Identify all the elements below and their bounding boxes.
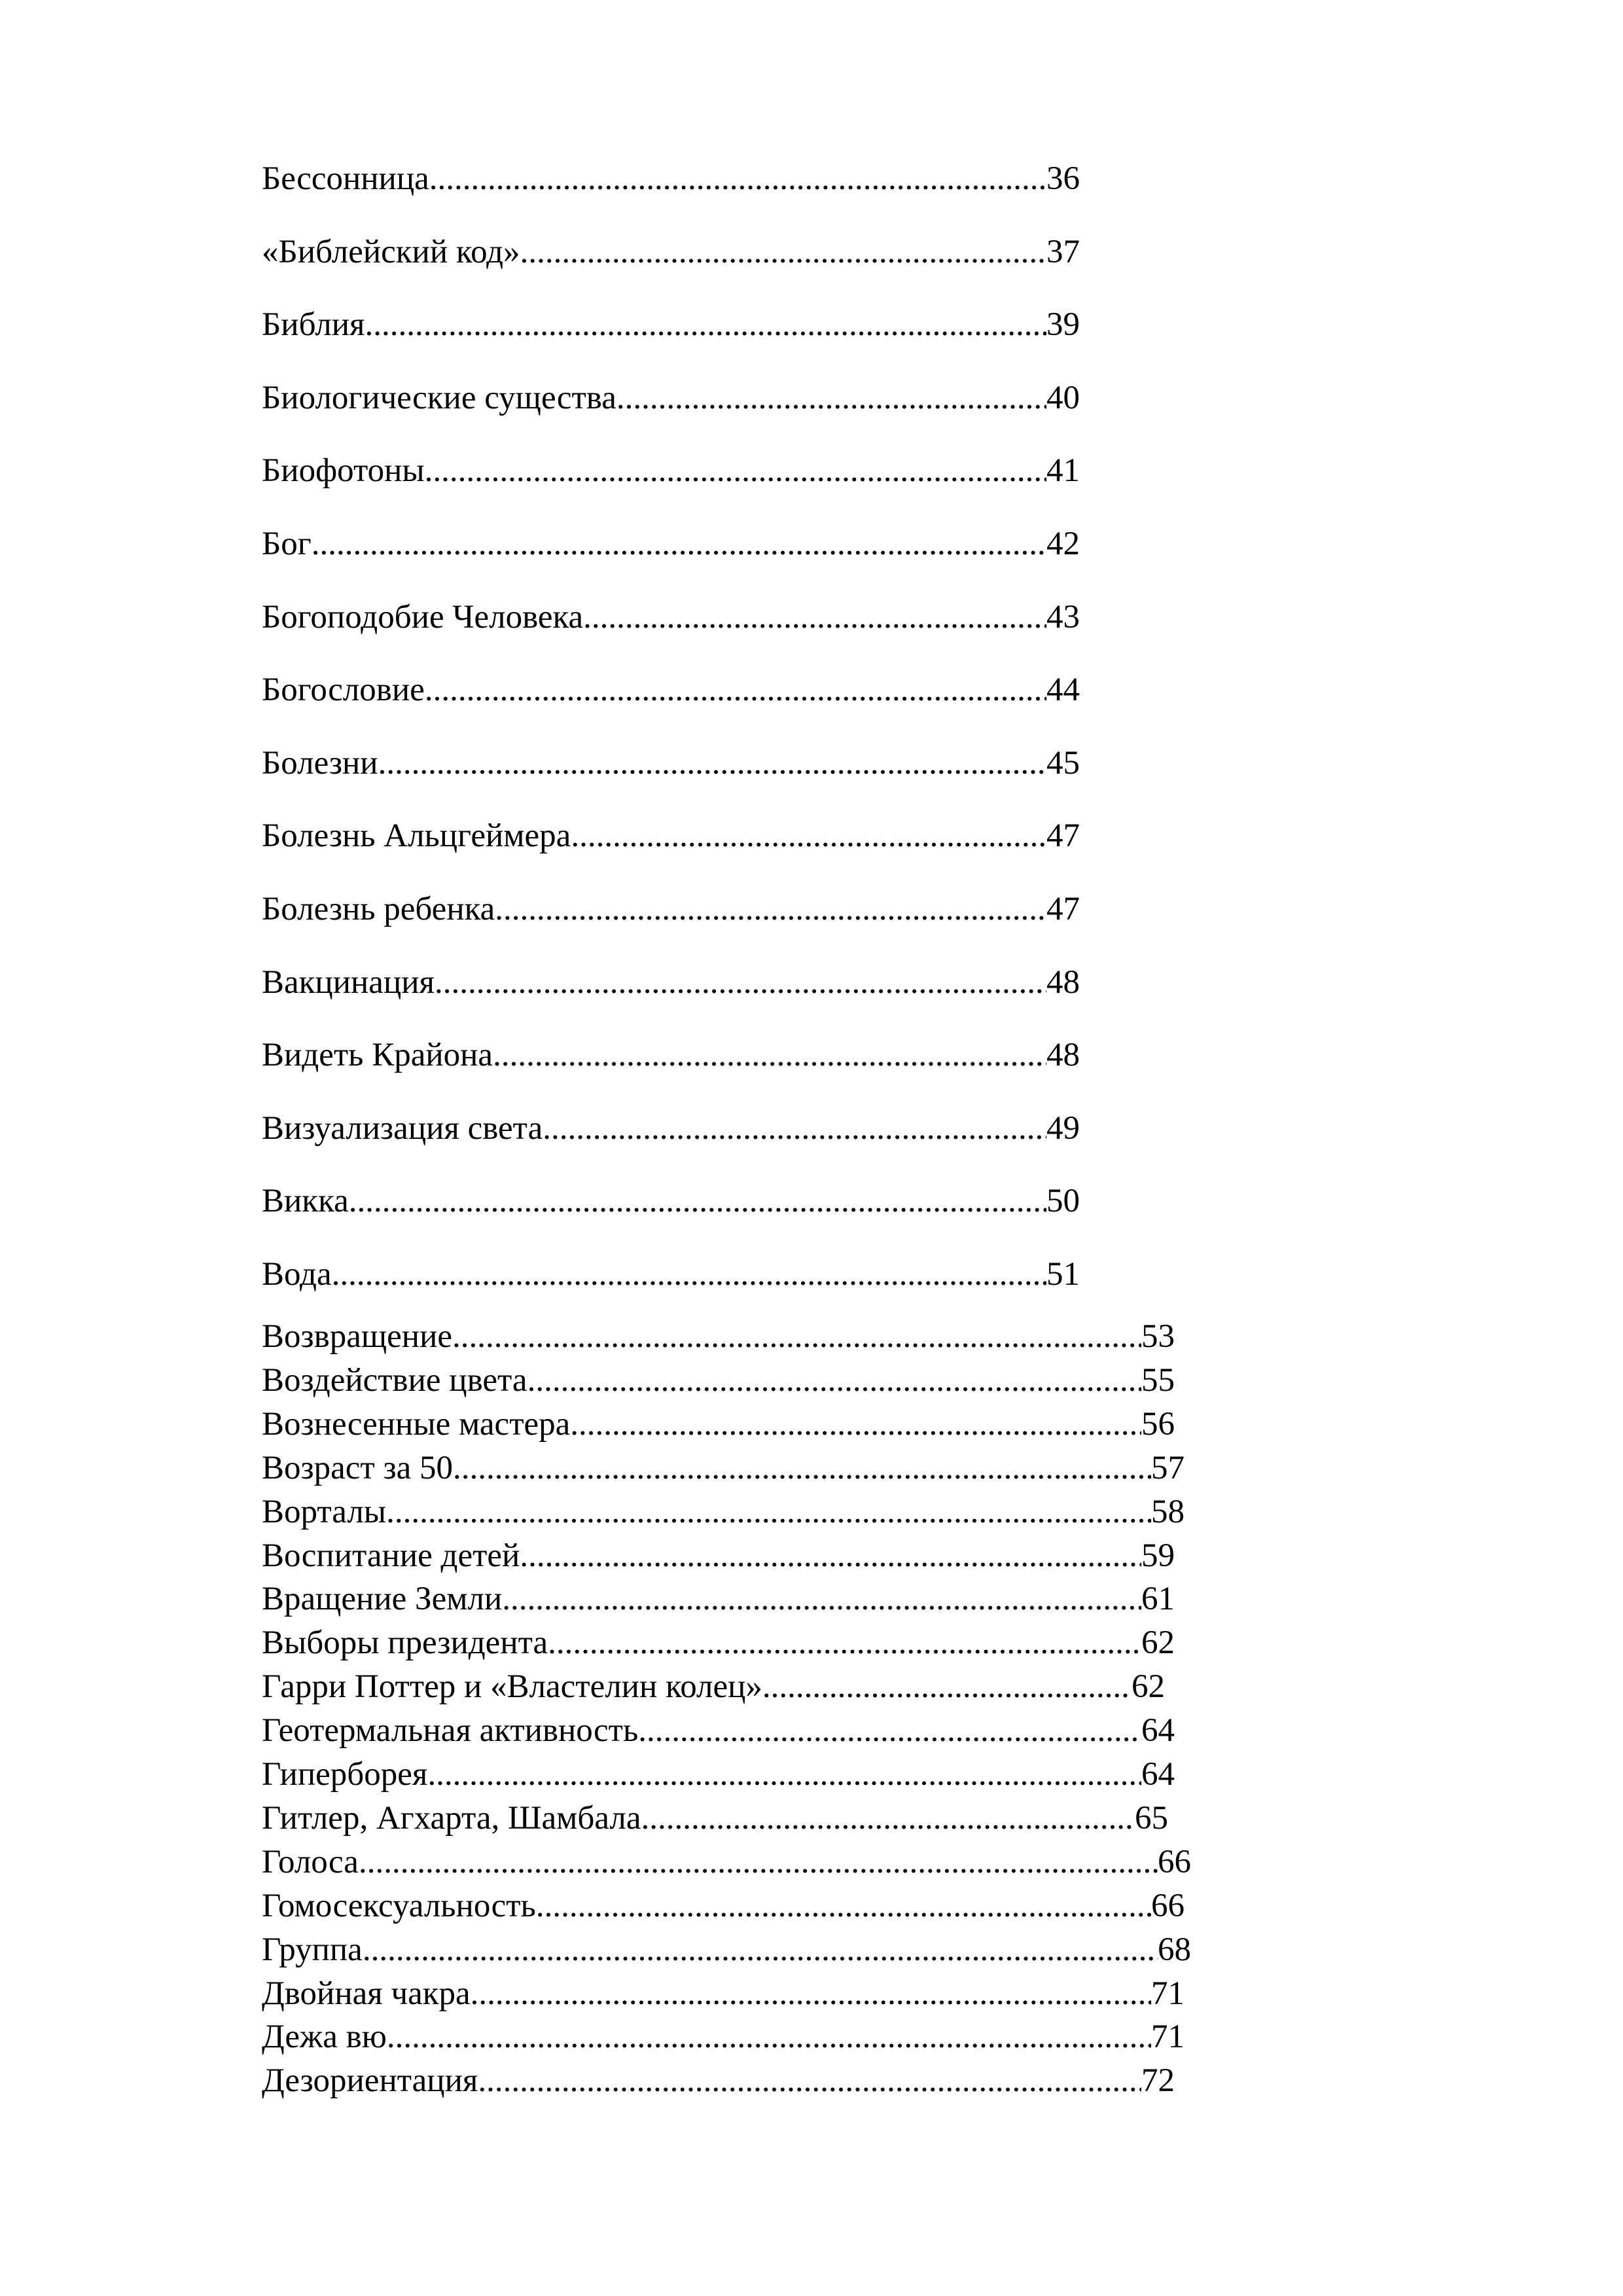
toc-entry: [262, 1977, 1185, 2011]
toc-entry: [262, 1405, 1175, 1443]
toc-dot-leader: [359, 1846, 1158, 1879]
toc-entry: [262, 963, 1080, 1001]
toc-entry-page-number: 41: [1046, 452, 1080, 490]
toc-entry-title: Болезнь Альцгеймера: [262, 817, 571, 855]
toc-entry: [262, 162, 1080, 196]
toc-entry-page-number: 43: [1046, 598, 1080, 636]
toc-entry-title: Дежа вю: [262, 2018, 387, 2056]
toc-entry-title: Голоса: [262, 1843, 359, 1880]
toc-dot-leader: [641, 1802, 1135, 1835]
toc-entry-title: Библия: [262, 306, 365, 344]
toc-dot-leader: [435, 966, 1046, 999]
toc-dot-leader: [471, 1977, 1151, 2011]
toc-entry: [262, 379, 1080, 416]
toc-dot-leader: [425, 454, 1046, 488]
toc-entry: [262, 1799, 1168, 1837]
toc-entry: [262, 1185, 1080, 1218]
toc-entry-page-number: 62: [1141, 1624, 1175, 1662]
toc-entry: [262, 1361, 1175, 1399]
toc-entry: [262, 1583, 1175, 1616]
toc-entry-title: Возраст за 50: [262, 1449, 454, 1486]
toc-dot-leader: [378, 747, 1046, 780]
toc-dot-leader: [332, 1258, 1046, 1291]
toc-entry-page-number: 71: [1151, 2018, 1185, 2056]
toc-entry-page-number: 40: [1046, 379, 1080, 416]
toc-entry-title: Гарри Поттер и «Властелин колец»: [262, 1668, 762, 1706]
toc-entry: [262, 1109, 1080, 1147]
toc-entry-page-number: 58: [1151, 1493, 1185, 1530]
toc-entry-page-number: 50: [1046, 1183, 1080, 1220]
toc-entry-title: Вода: [262, 1256, 332, 1293]
toc-entry-title: Двойная чакра: [262, 1975, 471, 2012]
toc-entry: [262, 528, 1080, 561]
toc-dot-leader: [583, 601, 1046, 634]
toc-dot-leader: [527, 1364, 1141, 1397]
toc-entry-title: Выборы президента: [262, 1624, 548, 1662]
toc-entry-page-number: 51: [1046, 1256, 1080, 1293]
toc-dot-leader: [365, 308, 1046, 342]
toc-entry-page-number: 45: [1046, 744, 1080, 781]
toc-entry: [262, 1626, 1175, 1660]
toc-dot-leader: [502, 1583, 1141, 1616]
toc-dot-leader: [543, 1112, 1046, 1145]
toc-dot-leader: [429, 162, 1046, 196]
toc-entry: [262, 2020, 1185, 2054]
toc-entry-page-number: 57: [1151, 1449, 1185, 1486]
toc-entry: [262, 1039, 1080, 1072]
toc-dot-leader: [478, 2064, 1141, 2098]
toc-dot-leader: [386, 1496, 1151, 1529]
toc-entry-title: Вращение Земли: [262, 1581, 503, 1618]
toc-entry: [262, 819, 1080, 853]
toc-entry-title: Болезни: [262, 744, 378, 781]
toc-entry-page-number: 68: [1158, 1931, 1191, 1968]
toc-entry-title: Бессонница: [262, 160, 429, 197]
toc-entry-page-number: 71: [1151, 1975, 1185, 2012]
toc-entry-page-number: 47: [1046, 891, 1080, 927]
toc-entry: [262, 1670, 1165, 1704]
toc-entry-title: Гитлер, Агхарта, Шамбала: [262, 1799, 641, 1837]
toc-entry: [262, 1320, 1175, 1354]
toc-entry-page-number: 39: [1046, 306, 1080, 344]
toc-entry: [262, 1887, 1185, 1924]
toc-entry-title: Биологические существа: [262, 379, 616, 416]
toc-dot-leader: [571, 819, 1046, 853]
toc-entry: [262, 233, 1080, 270]
toc-entry: [262, 2064, 1175, 2098]
toc-dot-leader: [427, 1758, 1141, 1791]
toc-entry: [262, 1258, 1080, 1291]
toc-entry-page-number: 61: [1141, 1581, 1175, 1618]
toc-entry-title: Гомосексуальность: [262, 1887, 536, 1924]
toc-dot-leader: [570, 1408, 1141, 1441]
toc-entry-page-number: 64: [1141, 1712, 1175, 1749]
toc-entry: [262, 454, 1080, 488]
toc-entry-page-number: 47: [1046, 817, 1080, 855]
toc-entry-title: Группа: [262, 1931, 363, 1968]
toc-entry: [262, 308, 1080, 342]
toc-entry-page-number: 55: [1141, 1361, 1175, 1399]
toc-entry-title: Викка: [262, 1183, 349, 1220]
toc-entry-page-number: 64: [1141, 1756, 1175, 1793]
toc-entry: [262, 1714, 1175, 1748]
toc-dot-leader: [638, 1714, 1141, 1748]
toc-entry: [262, 598, 1080, 636]
toc-entry-page-number: 48: [1046, 963, 1080, 1001]
toc-entry-title: Воспитание детей: [262, 1537, 520, 1574]
toc-dot-leader: [493, 1039, 1046, 1072]
toc-entry: [262, 673, 1080, 707]
toc-entry-page-number: 59: [1141, 1537, 1175, 1574]
toc-entry-title: Гиперборея: [262, 1756, 428, 1793]
toc-dot-leader: [349, 1185, 1046, 1218]
toc-entry-page-number: 36: [1046, 160, 1080, 197]
toc-dot-leader: [536, 1890, 1151, 1923]
toc-dot-leader: [495, 893, 1046, 926]
toc-dot-leader: [520, 1539, 1141, 1573]
toc-dot-leader: [762, 1670, 1132, 1704]
toc-entry-title: Бог: [262, 526, 312, 562]
toc-entry-title: Богоподобие Человека: [262, 598, 584, 636]
toc-entry-title: Визуализация света: [262, 1109, 543, 1147]
toc-entry: [262, 1493, 1185, 1530]
toc-entry-title: Ворталы: [262, 1493, 387, 1530]
toc-entry-title: Геотермальная активность: [262, 1712, 639, 1749]
toc-dot-leader: [616, 382, 1046, 415]
toc-dot-leader: [520, 236, 1046, 269]
toc-dot-leader: [387, 2020, 1151, 2054]
toc-entry-title: Возвращение: [262, 1318, 453, 1355]
toc-entry-title: Видеть Крайона: [262, 1037, 493, 1074]
toc-entry: [262, 893, 1080, 926]
toc-entry-title: Богословие: [262, 672, 425, 709]
toc-dot-leader: [452, 1320, 1141, 1354]
toc-entry-page-number: 37: [1046, 233, 1080, 270]
toc-entry: [262, 744, 1080, 781]
toc-entry-title: Дезориентация: [262, 2062, 478, 2100]
toc-entry-page-number: 65: [1135, 1799, 1168, 1837]
toc-entry-title: «Библейский код»: [262, 233, 520, 270]
toc-dot-leader: [363, 1933, 1158, 1967]
toc-entry: [262, 1758, 1175, 1791]
toc-entry: [262, 1539, 1175, 1573]
toc-entry-title: Вознесенные мастера: [262, 1405, 571, 1443]
toc-entry-page-number: 56: [1141, 1405, 1175, 1443]
toc-dot-leader: [312, 528, 1046, 561]
toc-entry-page-number: 72: [1141, 2062, 1175, 2100]
toc-entry-page-number: 66: [1151, 1887, 1185, 1924]
toc-entry-page-number: 44: [1046, 672, 1080, 709]
toc-entry-page-number: 53: [1141, 1318, 1175, 1355]
toc-entry: [262, 1449, 1185, 1486]
toc-entry-page-number: 66: [1158, 1843, 1191, 1880]
toc-entry-page-number: 48: [1046, 1037, 1080, 1074]
toc-entry: [262, 1933, 1191, 1967]
toc-entry-title: Болезнь ребенка: [262, 891, 495, 927]
toc-entry-page-number: 62: [1132, 1668, 1165, 1706]
toc-entry-title: Вакцинация: [262, 963, 435, 1001]
toc-dot-leader: [425, 673, 1046, 707]
toc-dot-leader: [548, 1626, 1141, 1660]
toc-entry-page-number: 42: [1046, 526, 1080, 562]
toc-entry-page-number: 49: [1046, 1109, 1080, 1147]
toc-entry: [262, 1843, 1191, 1880]
toc-dot-leader: [453, 1452, 1151, 1485]
toc-entry-title: Воздействие цвета: [262, 1361, 527, 1399]
toc-entry-title: Биофотоны: [262, 452, 425, 490]
